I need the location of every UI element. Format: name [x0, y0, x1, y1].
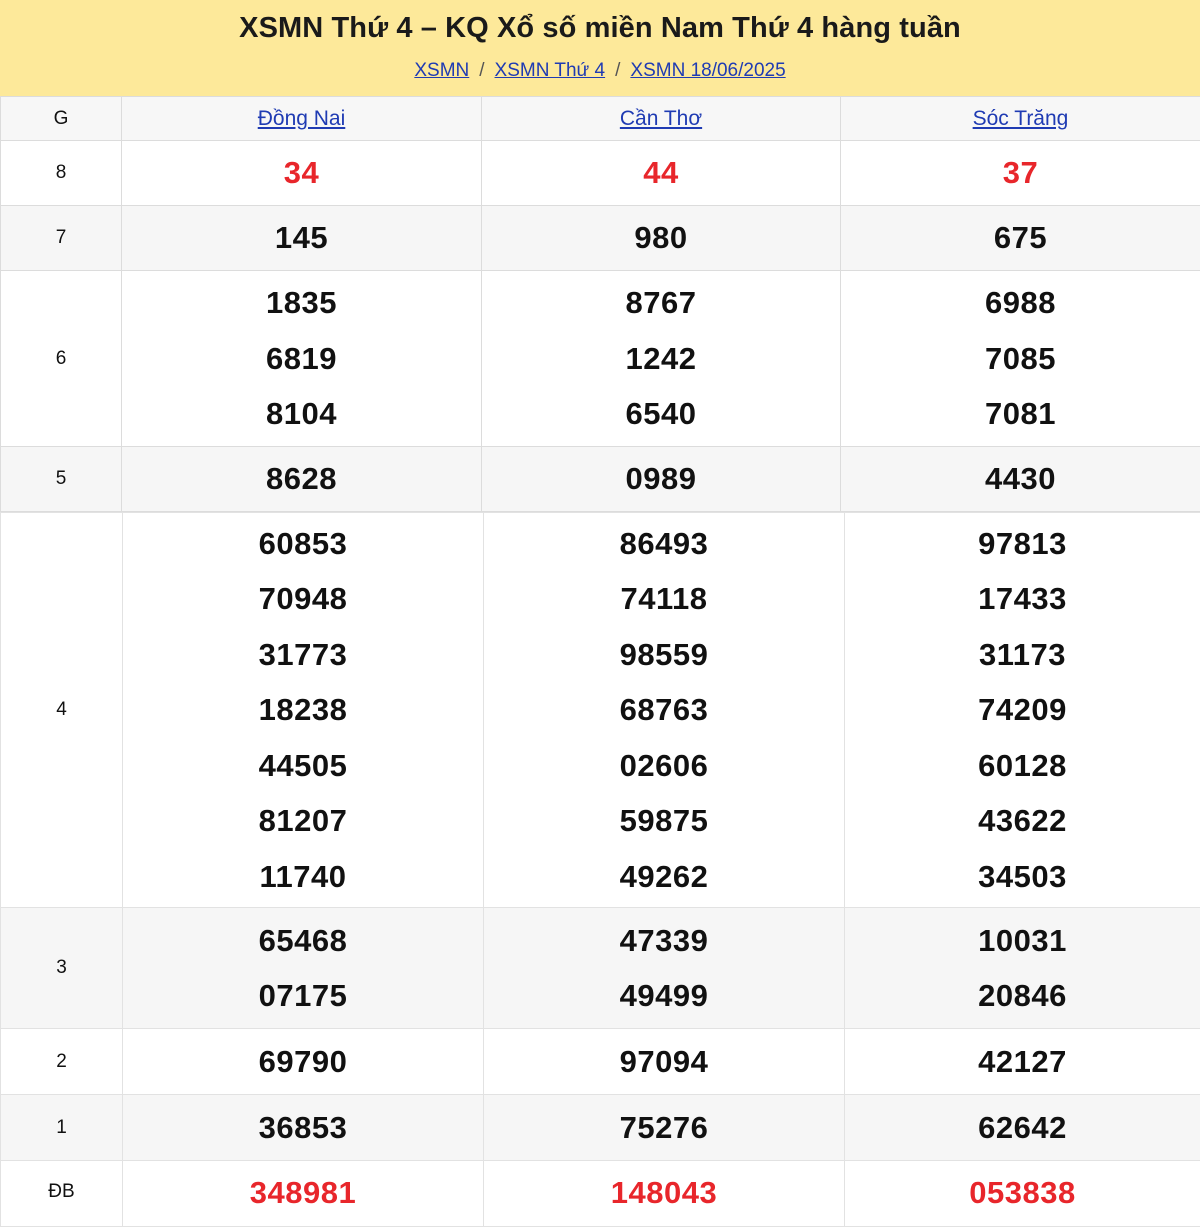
result-cell — [122, 206, 482, 271]
result-cell — [841, 206, 1200, 271]
result-number: 60853 — [123, 516, 483, 572]
prize-row-1 — [1, 1095, 1200, 1161]
result-number: 60128 — [845, 738, 1200, 794]
result-number: 1835 — [122, 275, 481, 331]
result-cell — [122, 447, 482, 512]
prize-column-header: G — [1, 97, 122, 141]
result-number: 7081 — [841, 386, 1200, 442]
result-number: 70948 — [123, 571, 483, 627]
breadcrumb-link-xsmn-thu-4[interactable]: XSMN Thứ 4 — [495, 60, 606, 81]
result-cell — [845, 1161, 1200, 1227]
result-number: 86493 — [484, 516, 844, 572]
result-number: 31173 — [845, 627, 1200, 683]
result-number: 02606 — [484, 738, 844, 794]
result-number: 36853 — [123, 1100, 483, 1156]
result-cell — [122, 271, 482, 447]
prize-row-special — [1, 1161, 1200, 1227]
result-cell — [841, 141, 1200, 206]
breadcrumb-link-xsmn[interactable]: XSMN — [414, 60, 469, 81]
result-number: 18238 — [123, 682, 483, 738]
page-header — [0, 0, 1200, 96]
province-link-soc-trang[interactable]: Sóc Trăng — [973, 107, 1069, 130]
prize-label: 2 — [1, 1029, 123, 1095]
prize-label: 8 — [1, 141, 122, 206]
province-header — [841, 97, 1200, 141]
result-number: 74118 — [484, 571, 844, 627]
result-number: 145 — [122, 210, 481, 266]
result-cell — [845, 908, 1200, 1029]
result-cell — [123, 908, 484, 1029]
result-cell — [482, 141, 841, 206]
result-cell — [123, 1095, 484, 1161]
result-number: 34503 — [845, 849, 1200, 905]
prize-row-2 — [1, 1029, 1200, 1095]
result-number: 17433 — [845, 571, 1200, 627]
prize-row-6 — [1, 271, 1200, 447]
result-number: 4430 — [841, 451, 1200, 507]
prize-label: 5 — [1, 447, 122, 512]
breadcrumb-separator: / — [479, 60, 484, 81]
result-number: 053838 — [845, 1165, 1200, 1221]
result-cell — [482, 447, 841, 512]
page-title: XSMN Thứ 4 – KQ Xổ số miền Nam Thứ 4 hàng tuần — [0, 12, 1200, 45]
result-cell — [845, 1029, 1200, 1095]
result-cell — [484, 513, 845, 908]
result-number: 74209 — [845, 682, 1200, 738]
prize-label: 1 — [1, 1095, 123, 1161]
result-number: 8767 — [482, 275, 840, 331]
result-number: 07175 — [123, 968, 483, 1024]
result-cell — [482, 271, 841, 447]
result-number: 68763 — [484, 682, 844, 738]
prize-label: 3 — [1, 908, 123, 1029]
result-number: 6540 — [482, 386, 840, 442]
result-cell — [123, 513, 484, 908]
result-number: 44505 — [123, 738, 483, 794]
breadcrumb — [0, 60, 1200, 82]
result-number: 43622 — [845, 793, 1200, 849]
result-cell — [841, 271, 1200, 447]
result-number: 44 — [482, 145, 840, 201]
result-cell — [484, 1095, 845, 1161]
result-number: 1242 — [482, 331, 840, 387]
result-number: 97813 — [845, 516, 1200, 572]
result-number: 42127 — [845, 1034, 1200, 1090]
result-cell — [841, 447, 1200, 512]
result-number: 11740 — [123, 849, 483, 905]
results-table-upper — [0, 96, 1200, 510]
result-number: 34 — [122, 145, 481, 201]
prize-label: 6 — [1, 271, 122, 447]
prize-label: 4 — [1, 513, 123, 908]
prize-label: ĐB — [1, 1161, 123, 1227]
result-number: 69790 — [123, 1034, 483, 1090]
result-cell — [122, 141, 482, 206]
result-number: 62642 — [845, 1100, 1200, 1156]
result-number: 348981 — [123, 1165, 483, 1221]
result-number: 980 — [482, 210, 840, 266]
result-cell — [123, 1161, 484, 1227]
result-cell — [845, 1095, 1200, 1161]
result-cell — [484, 908, 845, 1029]
result-number: 37 — [841, 145, 1200, 201]
result-number: 49262 — [484, 849, 844, 905]
result-number: 148043 — [484, 1165, 844, 1221]
province-link-dong-nai[interactable]: Đồng Nai — [258, 107, 346, 130]
result-number: 10031 — [845, 913, 1200, 969]
breadcrumb-link-date[interactable]: XSMN 18/06/2025 — [630, 60, 785, 81]
prize-label: 7 — [1, 206, 122, 271]
result-cell — [123, 1029, 484, 1095]
result-number: 65468 — [123, 913, 483, 969]
prize-row-3 — [1, 908, 1200, 1029]
result-number: 47339 — [484, 913, 844, 969]
result-number: 8628 — [122, 451, 481, 507]
result-number: 98559 — [484, 627, 844, 683]
table-header-row — [1, 97, 1200, 141]
result-number: 81207 — [123, 793, 483, 849]
result-cell — [484, 1161, 845, 1227]
result-number: 675 — [841, 210, 1200, 266]
result-cell — [482, 206, 841, 271]
result-number: 0989 — [482, 451, 840, 507]
result-number: 6819 — [122, 331, 481, 387]
prize-row-5 — [1, 447, 1200, 512]
prize-row-4 — [1, 513, 1200, 908]
result-number: 97094 — [484, 1034, 844, 1090]
result-number: 59875 — [484, 793, 844, 849]
prize-row-8 — [1, 141, 1200, 206]
breadcrumb-separator: / — [615, 60, 620, 81]
result-number: 75276 — [484, 1100, 844, 1156]
result-number: 8104 — [122, 386, 481, 442]
prize-row-7 — [1, 206, 1200, 271]
province-header — [482, 97, 841, 141]
province-link-can-tho[interactable]: Cần Thơ — [620, 107, 702, 130]
result-cell — [484, 1029, 845, 1095]
result-number: 6988 — [841, 275, 1200, 331]
province-header — [122, 97, 482, 141]
result-number: 31773 — [123, 627, 483, 683]
result-number: 7085 — [841, 331, 1200, 387]
result-number: 20846 — [845, 968, 1200, 1024]
result-number: 49499 — [484, 968, 844, 1024]
results-table-lower — [0, 512, 1200, 1218]
result-cell — [845, 513, 1200, 908]
